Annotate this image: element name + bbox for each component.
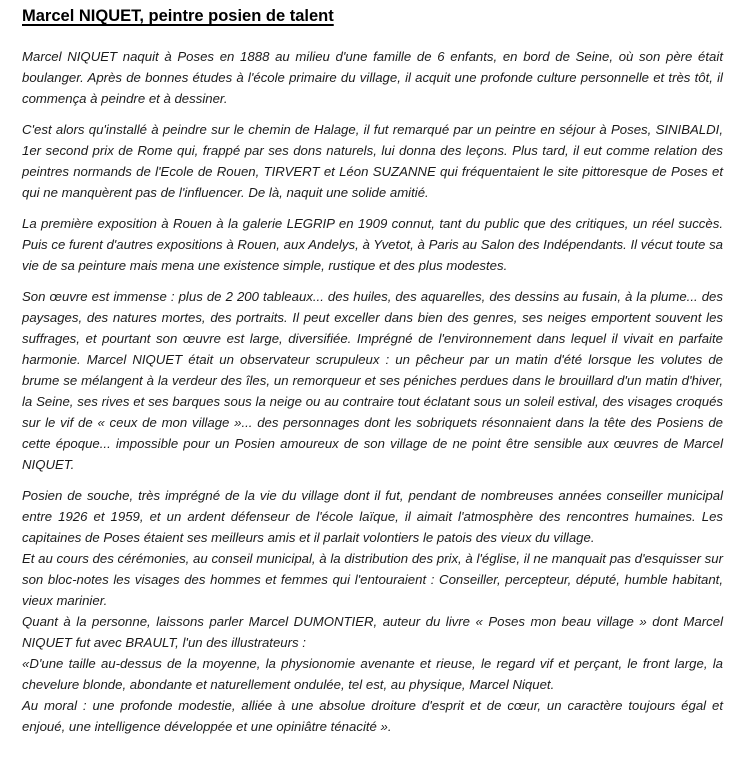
paragraph-village-life: Posien de souche, très imprégné de la vie du village dont il fut, pendant de nombreuses années conseiller municipal entre 1926 et 1959, et un ardent défenseur de l'école laïque, il aimait l'atmosphère des rencontres humaines. Les capitaines de Poses étaient ses meilleurs amis et il parlait volontiers le patois des vieux du village.	[22, 488, 723, 545]
paragraph-moral-description: Au moral : une profonde modestie, alliée à une absolue droiture d'esprit et de cœur, un caractère toujours égal et enjoué, une intelligence développée et une opiniâtre ténacité ».	[22, 698, 723, 734]
paragraph-birth-family: Marcel NIQUET naquit à Poses en 1888 au milieu d'une famille de 6 enfants, en bord de Seine, où son père était boulanger. Après de bonnes études à l'école primaire du village, il acquit une profonde culture personnelle et très tôt, il commença à peindre et à dessiner.	[22, 49, 723, 106]
paragraph-dumontier-intro: Quant à la personne, laissons parler Marcel DUMONTIER, auteur du livre « Poses mon beau village » dont Marcel NIQUET fut avec BRAULT, l'un des illustrateurs :	[22, 614, 723, 650]
paragraph-ceremonies: Et au cours des cérémonies, au conseil municipal, à la distribution des prix, à l'église, il ne manquait pas d'esquisser sur son bloc-notes les visages des hommes et femmes qui l'entouraient : Conseiller, percepteur, député, humble habitant, vieux marinier.	[22, 551, 723, 608]
paragraph-physical-description: «D'une taille au-dessus de la moyenne, la physionomie avenante et rieuse, le regard vif et perçant, le front large, la chevelure blonde, abondante et naturellement ondulée, tel est, au physique, Marcel Niquet.	[22, 656, 723, 692]
document-title: Marcel NIQUET, peintre posien de talent	[22, 7, 334, 25]
paragraph-painting-beginnings: C'est alors qu'installé à peindre sur le chemin de Halage, il fut remarqué par un peintre en séjour à Poses, SINIBALDI, 1er second prix de Rome qui, frappé par ses dons naturels, lui donna des leçons. Plus tard, il eut comme relation des peintres normands de l'Ecole de Rouen, TIRVERT et Léon SUZANNE qui fréquentaient le site pittoresque de Poses et qui ne manquèrent pas de l'influencer. De là, naquit une solide amitié.	[22, 122, 723, 200]
paragraph-first-exhibition: La première exposition à Rouen à la galerie LEGRIP en 1909 connut, tant du public que des critiques, un réel succès. Puis ce furent d'autres expositions à Rouen, aux Andelys, à Yvetot, à Paris au Salon des Indépendants. Il vécut toute sa vie de sa peinture mais mena une existence simple, rustique et des plus modestes.	[22, 216, 723, 273]
paragraph-oeuvre: Son œuvre est immense : plus de 2 200 tableaux... des huiles, des aquarelles, des dessins au fusain, à la plume... des paysages, des natures mortes, des portraits. Il peut exceller dans bien des genres, ses neiges emportent souvent les suffrages, et pourtant son œuvre est large, diversifiée. Imprégné de l'environnement dans lequel il vivait en parfaite harmonie. Marcel NIQUET était un observateur scrupuleux : un pêcheur par un matin d'été lorsque les volutes de brume se mélangent à la verdeur des îles, un remorqueur et ses péniches perdues dans le brouillard d'un matin d'hiver, la Seine, ses rives et ses barques sous la neige ou au contraire tout éclatant sous un soleil estival, des visages croqués sur le vif de « ceux de mon village »... des personnages dont les sobriquets résonnaient dans la tête des Posiens de cette époque... impossible pour un Posien amoureux de son village de ne point être sensible aux œuvres de Marcel NIQUET.	[22, 289, 723, 472]
